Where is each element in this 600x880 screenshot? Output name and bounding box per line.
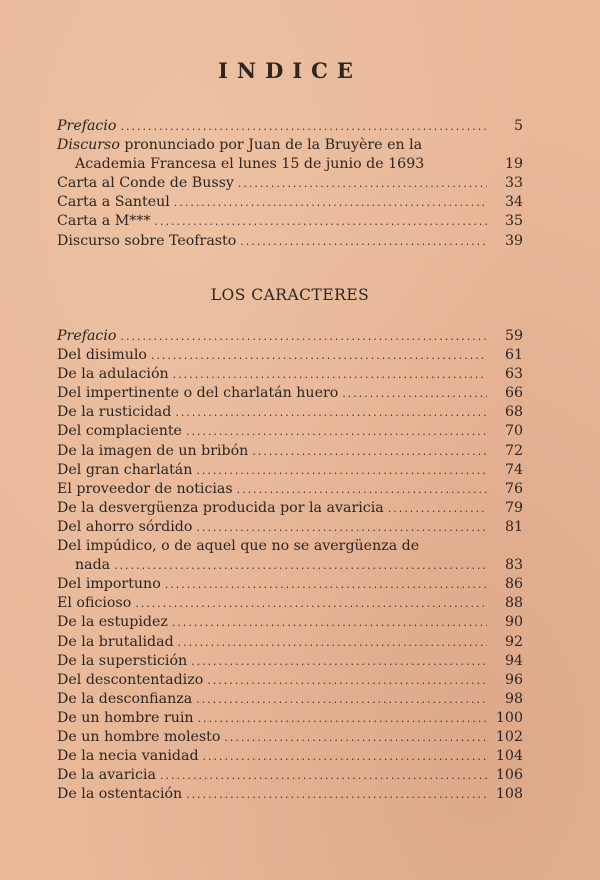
dot-leader: [155, 212, 487, 231]
dot-leader: [186, 422, 487, 441]
dot-leader: [252, 442, 487, 461]
toc-entry: [57, 652, 523, 671]
toc-page-number: 63: [504, 366, 523, 383]
toc-entry-label: De la avaricia: [57, 767, 156, 784]
toc-entry-label-continued: Academia Francesa el lunes 15 de junio de 1693: [75, 156, 425, 173]
toc-page-number: 72: [504, 442, 523, 459]
dot-leader: [186, 785, 487, 804]
toc-entry: [57, 594, 523, 613]
dot-leader: [160, 766, 487, 785]
toc-entry-label: De un hombre ruin: [57, 709, 194, 726]
dot-leader: [196, 518, 487, 537]
toc-entry-label: De la adulación: [57, 366, 169, 383]
dot-leader: [175, 403, 487, 422]
toc-entry-label: De la necia vanidad: [57, 748, 199, 765]
toc-entry-label: De la superstición: [57, 652, 188, 669]
toc-page-number: 34: [504, 194, 523, 211]
toc-entry-label: Carta al Conde de Bussy: [57, 175, 234, 192]
toc-entry-line: [57, 537, 523, 556]
dot-leader: [120, 117, 487, 136]
toc-page-number: 39: [504, 232, 523, 249]
toc-page-number: 102: [495, 728, 523, 745]
toc-entry-label-continued: nada: [75, 557, 111, 574]
toc-section-caracteres: [57, 327, 523, 804]
toc-entry: [57, 461, 523, 480]
toc-entry-label: Prefacio: [57, 118, 117, 134]
toc-entry: [57, 155, 523, 174]
toc-page-number: 33: [504, 175, 523, 192]
toc-entry-label: Discurso sobre Teofrasto: [57, 232, 237, 249]
toc-entry: [57, 193, 523, 212]
toc-page-number: 19: [504, 156, 523, 173]
toc-entry: [57, 117, 523, 136]
section-heading: LOS CARACTERES: [210, 286, 370, 304]
dot-leader: [198, 709, 487, 728]
dot-leader: [120, 327, 487, 346]
toc-section-intro: [57, 117, 523, 251]
toc-entry: [57, 690, 523, 709]
toc-page-number: 104: [495, 748, 523, 765]
toc-entry: [57, 671, 523, 690]
toc-entry: [57, 556, 523, 575]
toc-page-number: 86: [504, 576, 523, 593]
toc-entry-label: Del impertinente o del charlatán huero: [57, 385, 339, 402]
dot-leader: [207, 671, 487, 690]
toc-page-number: 98: [504, 690, 523, 707]
toc-entry: [57, 785, 523, 804]
dot-leader: [174, 193, 487, 212]
dot-leader: [165, 575, 487, 594]
toc-entry-label: Del descontentadizo: [57, 671, 204, 688]
dot-leader: [224, 728, 487, 747]
toc-entry: [57, 499, 523, 518]
toc-entry-label: De la desconfianza: [57, 690, 193, 707]
toc-entry-label: Del gran charlatán: [57, 461, 193, 478]
toc-entry: [57, 403, 523, 422]
toc-entry-label: De la rusticidad: [57, 404, 172, 421]
toc-entry-label: Del disimulo: [57, 347, 147, 364]
toc-entry-label-italic: Discurso: [57, 137, 120, 154]
toc-entry: [57, 613, 523, 632]
toc-entry: [57, 365, 523, 384]
toc-page-number: 81: [504, 518, 523, 535]
toc-entry-label: De la brutalidad: [57, 633, 174, 650]
toc-entry: [57, 575, 523, 594]
dot-leader: [342, 384, 487, 403]
toc-entry: [57, 212, 523, 231]
toc-entry-label: De la desvergüenza producida por la avaricia: [57, 499, 384, 516]
toc-entry-label: De la imagen de un bribón: [57, 442, 249, 459]
toc-page-number: 92: [504, 633, 523, 650]
dot-leader: [151, 346, 487, 365]
toc-page-number: 100: [495, 709, 523, 726]
toc-entry: [57, 709, 523, 728]
toc-entry: [57, 480, 523, 499]
toc-entry: [57, 327, 523, 346]
toc-page-number: 66: [504, 385, 523, 402]
dot-leader: [238, 174, 487, 193]
dot-leader: [114, 556, 487, 575]
toc-page-number: 61: [504, 347, 523, 364]
dot-leader: [172, 613, 487, 632]
toc-page-number: 35: [504, 213, 523, 230]
toc-entry-label: De la ostentación: [57, 786, 183, 803]
toc-entry-label: De la estupidez: [57, 614, 168, 631]
toc-entry-label: Del ahorro sórdido: [57, 518, 193, 535]
toc-entry: [57, 766, 523, 785]
toc-entry-label: Del complaciente: [57, 423, 182, 440]
toc-page-number: 74: [504, 461, 523, 478]
toc-page-number: 94: [504, 652, 523, 669]
toc-entry: [57, 174, 523, 193]
toc-entry-label: El proveedor de noticias: [57, 480, 233, 497]
toc-entry-line: [57, 136, 523, 155]
toc-entry-label: Del impúdico, o de aquel que no se avergüenza de: [57, 538, 420, 555]
toc-page-number: 5: [513, 118, 523, 134]
toc-entry: [57, 518, 523, 537]
dot-leader: [178, 633, 487, 652]
toc-entry: [57, 346, 523, 365]
dot-leader: [240, 232, 487, 251]
toc-entry-label: pronunciado por Juan de la Bruyère en la: [119, 137, 423, 154]
toc-entry: [57, 422, 523, 441]
toc-entry-label: Del importuno: [57, 576, 161, 593]
dot-leader: [196, 690, 487, 709]
toc-page-number: 68: [504, 404, 523, 421]
toc-page-number: 90: [504, 614, 523, 631]
toc-entry: [57, 384, 523, 403]
toc-page-number: 59: [504, 328, 523, 344]
dot-leader: [191, 652, 487, 671]
dot-leader: [203, 747, 487, 766]
toc-entry: [57, 633, 523, 652]
toc-entry: [57, 232, 523, 251]
toc-page-number: 108: [495, 786, 523, 803]
toc-entry-label: El oficioso: [57, 595, 132, 612]
toc-page-number: 83: [504, 557, 523, 574]
toc-entry-label: Prefacio: [57, 328, 117, 344]
toc-page-number: 70: [504, 423, 523, 440]
toc-page-number: 76: [504, 480, 523, 497]
toc-entry: [57, 442, 523, 461]
dot-leader: [388, 499, 487, 518]
dot-leader: [196, 461, 487, 480]
toc-page-number: 79: [504, 499, 523, 516]
dot-leader: [237, 480, 487, 499]
toc-entry-label: Carta a Santeul: [57, 194, 170, 211]
toc-entry-label: De un hombre molesto: [57, 728, 221, 745]
page-title: INDICE: [218, 58, 362, 83]
dot-leader: [135, 594, 487, 613]
toc-page-number: 88: [504, 595, 523, 612]
toc-entry: [57, 728, 523, 747]
toc-entry: [57, 747, 523, 766]
toc-entry-label: Carta a M***: [57, 213, 151, 230]
dot-leader: [173, 365, 487, 384]
toc-page-number: 96: [504, 671, 523, 688]
toc-page-number: 106: [495, 767, 523, 784]
